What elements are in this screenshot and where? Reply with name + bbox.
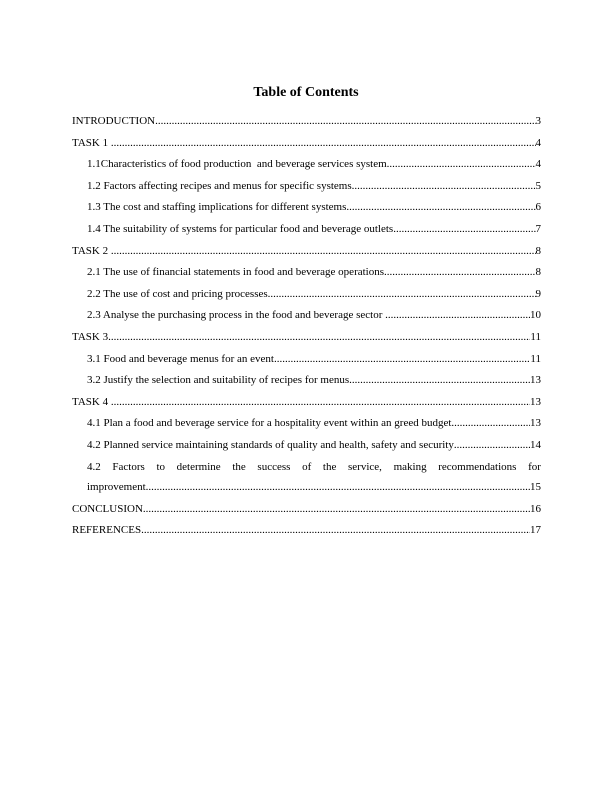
toc-page-number: 4 [535,136,541,149]
toc-word: Factors [112,460,145,473]
toc-entry-text: 3.2 Justify the selection and suitability of recipes for menus [87,374,350,387]
toc-leader [146,480,530,494]
toc-leader [352,179,536,193]
toc-entry-text: CONCLUSION [72,502,143,515]
toc-leader [155,114,535,128]
toc-entry-text: TASK 4 [72,395,111,408]
toc-entry-text: 4.2 Planned service maintaining standards of quality and health, safety and security [87,438,454,451]
toc-word: determine [176,460,221,473]
toc-entry-references[interactable] [72,522,541,544]
toc-entry-text: 4.1 Plan a food and beverage service for a hospitality event within an greed budget [87,417,452,430]
toc-entry-task-1[interactable] [72,135,541,157]
toc-leader [346,200,535,214]
toc-entry-1-1[interactable] [72,156,541,178]
toc-entry-2-2[interactable] [72,286,541,308]
toc-entry-4-2-planned[interactable] [72,437,541,459]
toc-page-number: 9 [535,287,541,300]
toc-page-number: 13 [530,417,541,430]
toc-entry-text-line-1 [87,460,541,481]
toc-page-number: 15 [530,481,541,494]
toc-entry-1-2[interactable] [72,178,541,200]
toc-leader [268,287,536,301]
toc-page-number: 11 [530,330,541,343]
toc-leader [274,352,530,366]
toc-page-number: 8 [535,266,541,279]
toc-leader [387,157,536,171]
toc-entry-task-2[interactable] [72,243,541,265]
toc-entry-4-2-factors[interactable] [72,459,541,501]
toc-entry-text: INTRODUCTION [72,115,156,127]
toc-list [72,113,541,544]
toc-word: success [257,460,291,473]
toc-leader [108,330,530,344]
toc-page-number: 17 [530,524,541,537]
toc-leader [385,308,530,322]
toc-entry-text: TASK 3 [72,330,109,343]
toc-entry-text-line-2: improvement [87,481,146,494]
toc-entry-1-4[interactable] [72,221,541,243]
toc-page-number: 13 [530,395,541,408]
toc-leader [111,244,536,258]
toc-entry-text: TASK 2 [72,244,111,257]
toc-entry-text: 1.1Characteristics of food production and beverage services system [87,158,387,171]
toc-word: recommendations [438,460,517,473]
toc-word: for [528,460,541,473]
toc-word: service, [348,460,382,473]
toc-page-number: 6 [535,201,541,214]
toc-page-number: 10 [530,309,541,322]
toc-entry-conclusion[interactable] [72,501,541,523]
toc-word: the [232,460,246,473]
toc-entry-introduction[interactable] [72,113,541,135]
toc-word: the [322,460,337,473]
toc-page-number: 4 [535,158,541,171]
toc-page-number: 13 [530,374,541,387]
toc-leader [384,265,535,279]
toc-entry-3-1[interactable] [72,351,541,373]
toc-page-number: 5 [535,179,541,192]
toc-entry-4-1[interactable] [72,415,541,437]
toc-entry-text: 3.1 Food and beverage menus for an event [87,352,274,365]
toc-word: making [393,460,427,473]
toc-page-number: 8 [535,244,541,257]
toc-leader [393,222,535,236]
toc-entry-text: 2.1 The use of financial statements in food and beverage operations [87,266,385,279]
toc-leader [349,373,530,387]
toc-leader [111,395,530,409]
toc-entry-text: 1.4 The suitability of systems for particular food and beverage outlets [87,222,394,235]
toc-entry-2-3[interactable] [72,307,541,329]
toc-leader [141,523,530,537]
toc-leader [111,136,536,150]
toc-page-number: 14 [530,438,541,451]
toc-page-number: 16 [530,502,541,515]
toc-entry-text: TASK 1 [72,136,111,149]
toc-entry-text: 1.2 Factors affecting recipes and menus for specific systems [87,179,352,192]
toc-entry-3-2[interactable] [72,372,541,394]
toc-page-number: 3 [535,115,541,127]
toc-page-number: 7 [535,222,541,235]
toc-entry-text: 1.3 The cost and staffing implications for different systems [87,201,347,214]
toc-leader [454,438,530,452]
toc-leader [451,416,530,430]
toc-entry-text: 2.2 The use of cost and pricing processes [87,287,268,300]
page-title: Table of Contents [253,85,359,100]
toc-entry-2-1[interactable] [72,264,541,286]
toc-entry-task-4[interactable] [72,394,541,416]
toc-entry-text: 2.3 Analyse the purchasing process in the food and beverage sector [87,309,386,322]
toc-entry-text: REFERENCES [72,524,142,537]
toc-page-number: 11 [530,352,541,365]
toc-word: to [156,460,166,473]
toc-word: 4.2 [87,460,101,473]
toc-entry-1-3[interactable] [72,199,541,221]
toc-entry-task-3[interactable] [72,329,541,351]
toc-leader [143,502,530,516]
toc-word: of [302,460,312,473]
